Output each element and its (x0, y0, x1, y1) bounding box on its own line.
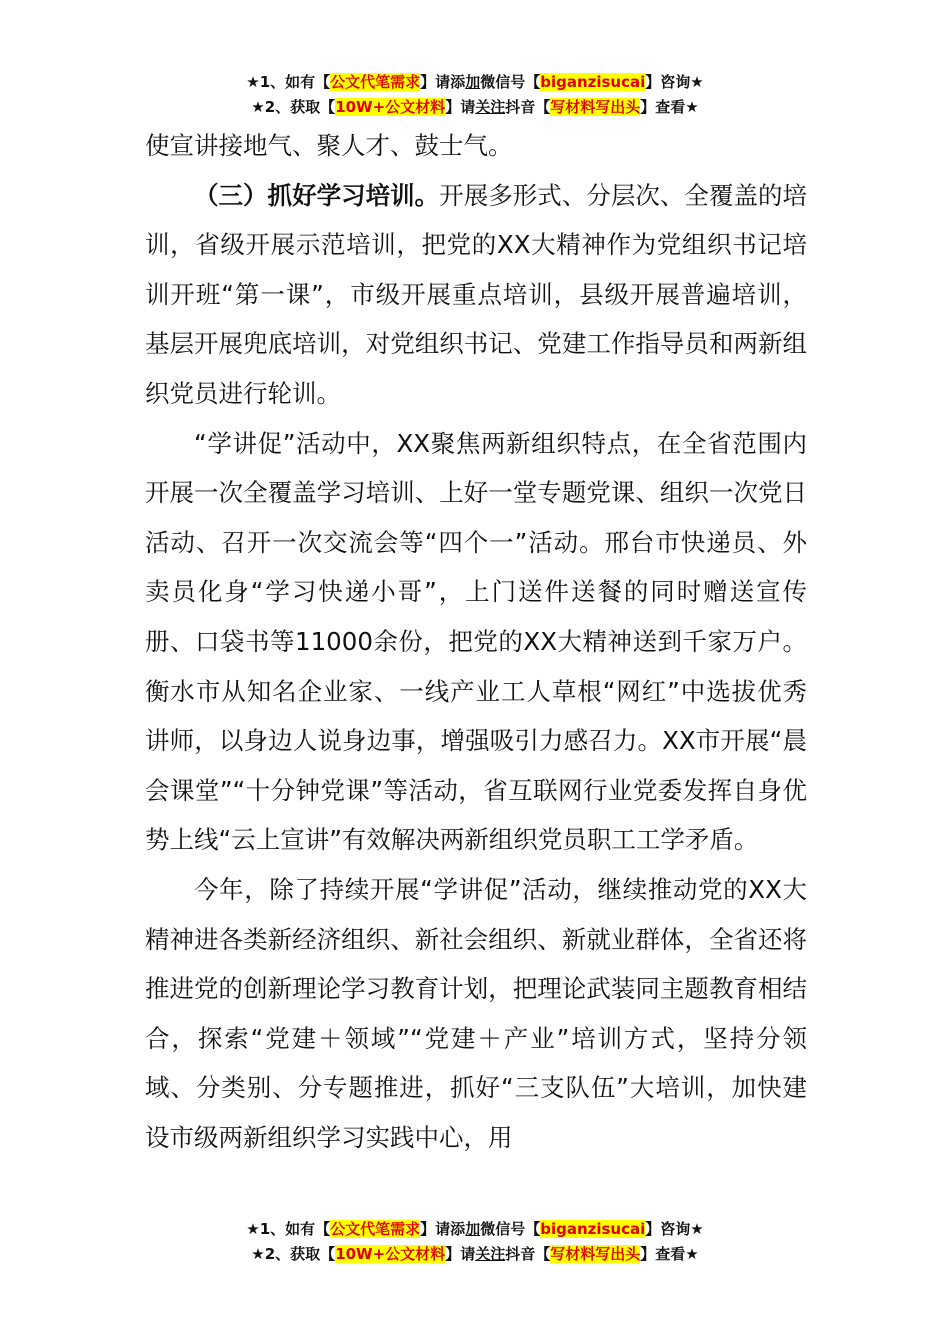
section-heading: （三）抓好学习培训。 (194, 180, 440, 210)
banner-line-1: ★1、如有【公文代笔需求】请添加微信号【biganzisucai】咨询★ (246, 73, 704, 91)
document-body (145, 121, 807, 1162)
footer-banner (0, 1217, 950, 1267)
banner-highlight: 写材料写出头 (550, 1245, 641, 1263)
paragraph-this-year: 今年，除了持续开展“学讲促”活动，继续推动党的XX大精神进各类新经济组织、新社会组织、新就业群体，全省还将推进党的创新理论学习教育计划，把理论武装同主题教育相结合，探索“党建＋领域”“党建＋产业”培训方式，坚持分领域、分类别、分专题推进，抓好“三支队伍”大培训，加快建设市级两新组织学习实践中心，用 (145, 874, 807, 1152)
banner-line-2: ★2、获取【10W+公文材料】请关注抖音【写材料写出头】查看★ (251, 98, 699, 116)
paragraph-training: （三）抓好学习培训。开展多形式、分层次、全覆盖的培训，省级开展示范培训，把党的XX大精神作为党组织书记培训开班“第一课”，市级开展重点培训，县级开展普遍培训，基层开展兜底培训，对党组织书记、党建工作指导员和两新组织党员进行轮训。 (145, 180, 808, 408)
banner-highlight: biganzisucai (540, 73, 646, 91)
banner-highlight: 10W+公文材料 (335, 98, 446, 116)
banner-highlight: 公文代笔需求 (330, 73, 421, 91)
paragraph-activities: “学讲促”活动中，XX聚焦两新组织特点，在全省范围内开展一次全覆盖学习培训、上好一堂专题党课、组织一次党日活动、召开一次交流会等“四个一”活动。邢台市快递员、外卖员化身“学习快递小哥”，上门送件送餐的同时赠送宣传册、口袋书等11000余份，把党的XX大精神送到千家万户。衡水市从知名企业家、一线产业工人草根“网红”中选拔优秀讲师，以身边人说身边事，增强吸引力感召力。XX市开展“晨会课堂”“十分钟党课”等活动，省互联网行业党委发挥自身优势上线“云上宣讲”有效解决两新组织党员职工工学矛盾。 (145, 428, 807, 855)
banner-line-2: ★2、获取【10W+公文材料】请关注抖音【写材料写出头】查看★ (251, 1245, 699, 1263)
header-banner (0, 70, 950, 120)
banner-line-1: ★1、如有【公文代笔需求】请添加微信号【biganzisucai】咨询★ (246, 1220, 704, 1238)
banner-highlight: 10W+公文材料 (335, 1245, 446, 1263)
banner-highlight: biganzisucai (540, 1220, 646, 1238)
banner-highlight: 写材料写出头 (550, 98, 641, 116)
banner-highlight: 公文代笔需求 (330, 1220, 421, 1238)
paragraph-continuation: 使宣讲接地气、聚人才、鼓士气。 (145, 131, 513, 160)
